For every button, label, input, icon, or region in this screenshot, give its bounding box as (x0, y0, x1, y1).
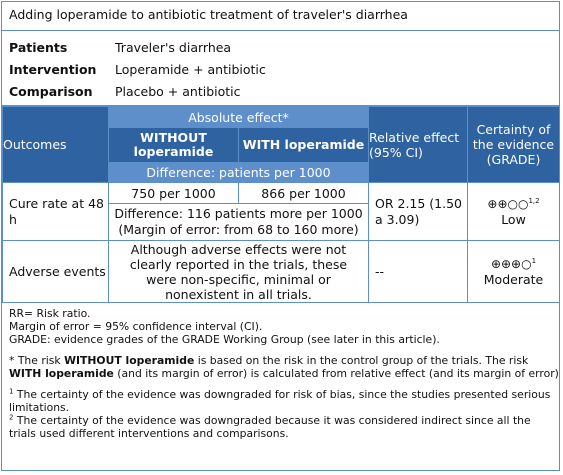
results-table (2, 106, 560, 303)
grade-label: Low (501, 212, 526, 227)
header-with: WITH loperamide (239, 128, 369, 163)
pico-value: Traveler's diarrhea (115, 39, 232, 55)
note-margin-of-error: Margin of error = 95% confidence interval (CI). (9, 320, 263, 333)
grade-label: Moderate (483, 272, 544, 287)
header-without: WITHOUT loperamide (109, 128, 239, 163)
pico-row-comparison (9, 80, 559, 102)
header-absolute-effect: Absolute effect* (109, 107, 369, 128)
summary-of-findings-table (1, 1, 560, 471)
note-asterisk: * The risk WITHOUT loperamide is based on the risk in the control group of the trials. The risk WITH loperamide (and its margin of error) is calculated from relative effect (and its margin of error) (9, 354, 559, 380)
cure-without-value: 750 per 1000 (109, 183, 239, 204)
grade-footnote-ref: 1,2 (528, 196, 540, 205)
pico-row-patients (9, 36, 559, 58)
pico-key: Intervention (9, 61, 97, 77)
header-difference: Difference: patients per 1000 (109, 163, 369, 183)
cure-with-value: 866 per 1000 (239, 183, 369, 204)
note-rr: RR= Risk ratio. (9, 307, 91, 320)
adverse-certainty (468, 241, 560, 303)
adverse-relative-effect: -- (369, 241, 468, 303)
outcome-adverse-events: Adverse events (3, 241, 109, 303)
footnotes (2, 303, 559, 440)
adverse-events-text: Although adverse effects were not clearly reported in the trials, these were non-specific, minimal or nonexistent in all trials. (109, 241, 369, 303)
cure-relative-effect: OR 2.15 (1.50 a 3.09) (369, 183, 468, 241)
pico-value: Placebo + antibiotic (115, 83, 241, 99)
pico-key: Comparison (9, 83, 93, 99)
header-outcomes: Outcomes (3, 107, 109, 183)
pico-row-intervention (9, 58, 559, 80)
note-footnote-1: $^1$ The certainty of the evidence was downgraded for risk of bias, since the studies presented serious limitations. (9, 387, 551, 414)
pico-key: Patients (9, 39, 68, 55)
pico-value: Loperamide + antibiotic (115, 61, 266, 77)
table-title: Adding loperamide to antibiotic treatment of traveler's diarrhea (2, 2, 559, 31)
grade-symbols-icon: ⊕⊕○○ (487, 197, 529, 211)
header-certainty: Certainty of the evidence (GRADE) (468, 107, 560, 183)
cure-certainty (468, 183, 560, 241)
cure-difference: Difference: 116 patients more per 1000 (Margin of error: from 68 to 160 more) (109, 204, 369, 241)
note-footnote-2: $^2$ The certainty of the evidence was downgraded because it was considered indirect since all the trials used different interventions and comparisons. (9, 413, 531, 440)
header-relative-effect: Relative effect (95% CI) (369, 107, 468, 183)
note-grade: GRADE: evidence grades of the GRADE Working Group (see later in this article). (9, 333, 440, 346)
outcome-cure-rate: Cure rate at 48 h (3, 183, 109, 241)
pico-section (2, 31, 559, 106)
grade-symbols-icon: ⊕⊕⊕○ (490, 257, 532, 271)
grade-footnote-ref: 1 (531, 256, 537, 265)
